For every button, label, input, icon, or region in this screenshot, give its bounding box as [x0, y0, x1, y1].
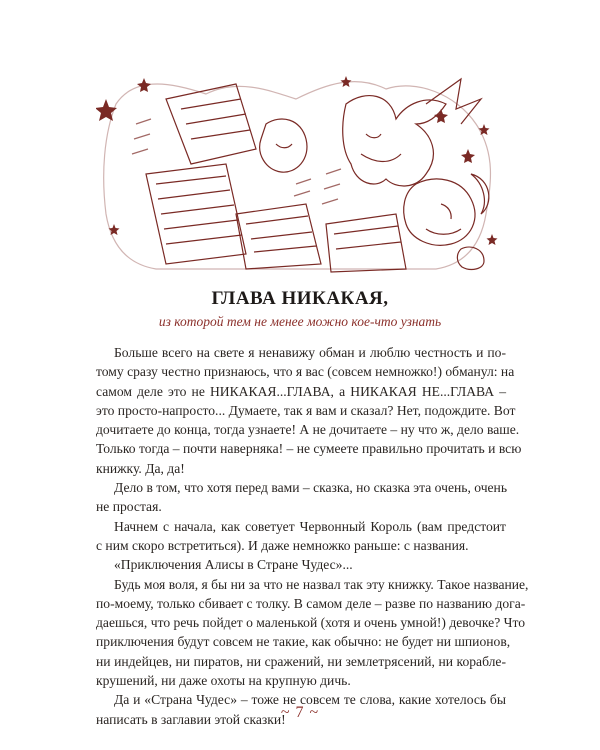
- text-line: Больше всего на свете я ненавижу обман и люблю честность и по-: [114, 345, 506, 360]
- text-line: даешься, что речь пойдет о маленькой (хотя и очень умной!) девочке? Что: [96, 615, 526, 631]
- text-line: самом деле это не НИКАКАЯ...ГЛАВА, а НИКАКАЯ НЕ...ГЛАВА –: [96, 383, 506, 399]
- illustration-border: [104, 82, 491, 269]
- body-text: [96, 343, 529, 729]
- text-line: приключения будут совсем не такие, как обычно: не будет ни шпионов,: [96, 634, 511, 650]
- creature-sketch: [404, 179, 475, 245]
- bookshelf-sketch: [146, 164, 246, 264]
- text-line: дочитаете до конца, тогда узнаете! А не дочитаете – ну что ж, дело ваше.: [96, 422, 520, 438]
- text-line: крушений, ни даже охоты на крупную дичь.: [96, 673, 351, 689]
- text-line: книжку. Да, да!: [96, 460, 185, 476]
- text-line: тому сразу честно признаюсь, что я вас (совсем немножко!) обманул: на: [96, 364, 515, 380]
- text-line: Только тогда – почти наверняка! – не сумеете правильно прочитать и всю: [96, 441, 522, 457]
- text-line: с ним скоро встретиться). И даже немножко раньше: с названия.: [96, 537, 469, 553]
- dragon-sketch: [343, 96, 446, 186]
- chapter-title: ГЛАВА НИКАКАЯ,: [211, 288, 389, 309]
- text-line: не простая.: [96, 499, 162, 515]
- page-number: ~ 7 ~: [280, 704, 320, 721]
- text-line: Да и «Страна Чудес» – тоже не совсем те слова, какие хотелось бы: [114, 692, 506, 708]
- text-line: «Приключения Алисы в Стране Чудес»...: [114, 557, 353, 573]
- map-sketch: [166, 84, 256, 164]
- chapter-subtitle: из которой тем не менее можно кое-что узнать: [158, 314, 442, 329]
- chapter-illustration: [96, 64, 500, 274]
- text-line: Будь моя воля, я бы ни за что не назвал так эту книжку. Такое название,: [114, 576, 529, 592]
- text-line: по-моему, только сбивает с толку. В самом деле – разве по названию дога-: [96, 595, 526, 611]
- text-line: Дело в том, что хотя перед вами – сказка, но сказка эта очень, очень: [114, 480, 508, 496]
- text-line: ни индейцев, ни пиратов, ни сражений, ни землетрясений, ни корабле-: [96, 653, 506, 669]
- text-line: это просто-напросто... Думаете, так я вам и сказал? Нет, подождите. Вот: [96, 402, 516, 418]
- text-line: написать в заглавии этой сказки!: [96, 711, 286, 727]
- text-line: Начнем с начала, как советует Червонный Король (вам предстоит: [114, 518, 506, 534]
